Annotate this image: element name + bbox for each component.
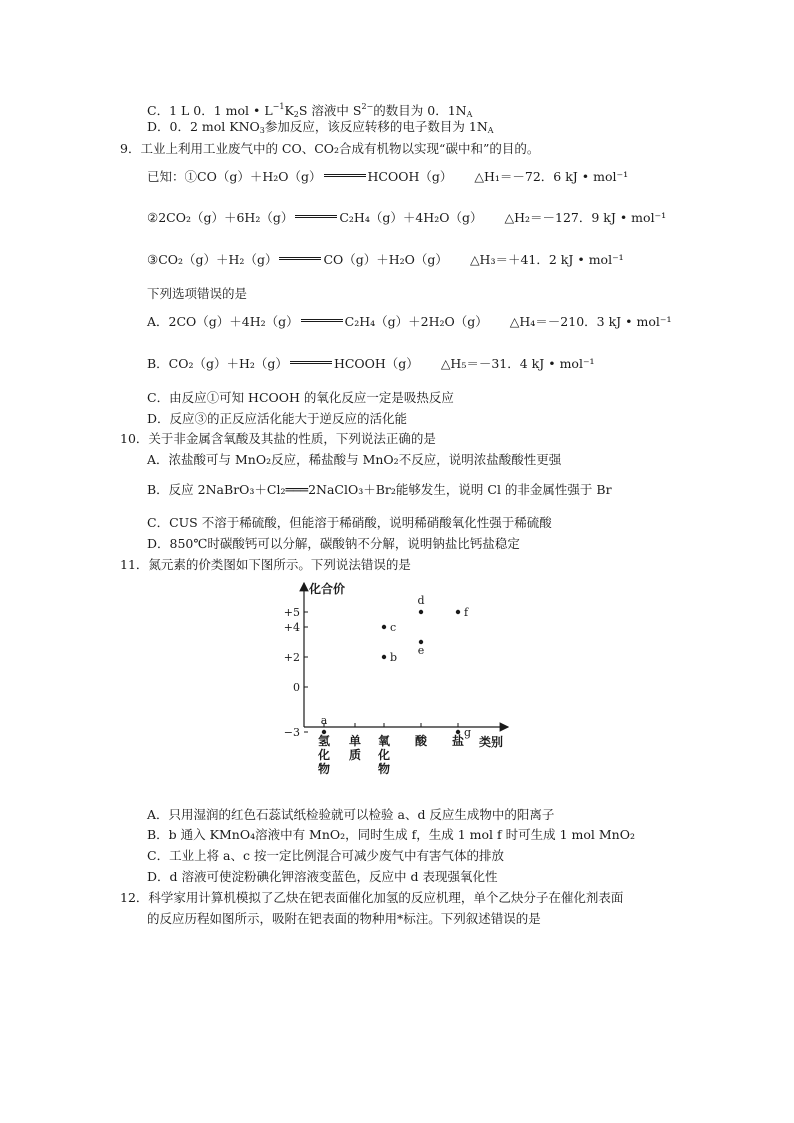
q9-stem: 9．工业上利用工业废气中的 CO、CO₂合成有机物以实现“碳中和”的目的。: [120, 141, 540, 156]
x-tick-label: 酸: [414, 734, 428, 748]
q10-option-b: B．反应 2NaBrO₃＋Cl₂═══2NaClO₃＋Br₂能够发生，说明 Cl 的非金属性强于 Br: [147, 482, 612, 497]
q8-option-d: D．0．2 mol $KNO_3$参加反应，该反应转移的电子数目为 $1N_A$: [147, 119, 494, 135]
x-tick-label: 质: [348, 748, 362, 762]
q10-stem: 10．关于非金属含氧酸及其盐的性质，下列说法正确的是: [120, 431, 436, 446]
point-label-f: f: [464, 606, 469, 619]
q11-option-b: B．b 通入 KMnO₄溶液中有 MnO₂，同时生成 f，生成 1 mol f 时可生成 1 mol MnO₂: [147, 827, 635, 842]
q12-stem-line-1: 12．科学家用计算机模拟了乙炔在钯表面催化加氢的反应机理，单个乙炔分子在催化剂表面: [120, 890, 624, 905]
x-tick-label: 化: [317, 748, 331, 762]
point-g: [456, 730, 460, 734]
point-c: [382, 625, 386, 629]
x-tick-label: 物: [317, 762, 331, 776]
q10-option-d: D．850℃时碳酸钙可以分解，碳酸钠不分解，说明钠盐比钙盐稳定: [147, 536, 520, 551]
x-tick-label: 单: [348, 734, 362, 748]
q9-reaction-3: ③CO₂（g）＋H₂（g） CO（g）＋H₂O（g） △H₃＝＋41．2 kJ • mol⁻¹: [147, 252, 624, 267]
point-b: [382, 655, 386, 659]
point-label-e: e: [417, 644, 425, 657]
x-tick-label: 氧: [377, 734, 391, 748]
point-label-a: a: [320, 714, 328, 727]
point-label-g: g: [464, 726, 472, 739]
q9-option-b: B．CO₂（g）＋H₂（g） HCOOH（g） △H₅＝－31．4 kJ • mol⁻¹: [147, 356, 595, 371]
x-tick-label: 化: [377, 748, 391, 762]
q10-option-c: C．CUS 不溶于稀硫酸，但能溶于稀硝酸，说明稀硝酸氧化性强于稀硫酸: [147, 515, 552, 530]
q9-reaction-2: ②2CO₂（g）＋6H₂（g） C₂H₄（g）＋4H₂O（g） △H₂＝－127．9 kJ • mol⁻¹: [147, 210, 667, 225]
point-label-b: b: [390, 651, 398, 664]
q9-ask: 下列选项错误的是: [147, 286, 248, 301]
q11-option-d: D．d 溶液可使淀粉碘化钾溶液变蓝色，反应中 d 表现强氧化性: [147, 869, 498, 884]
q9-option-a: A．2CO（g）＋4H₂（g） C₂H₄（g）＋2H₂O（g） △H₄＝－210．3 kJ • mol⁻¹: [147, 314, 672, 329]
x-tick-label: 盐: [451, 734, 465, 748]
point-f: [456, 610, 460, 614]
point-label-c: c: [390, 621, 397, 634]
q9-reaction-1: 已知：①CO（g）＋H₂O（g） HCOOH（g） △H₁＝－72．6 kJ • mol⁻¹: [147, 169, 629, 184]
q10-option-a: A．浓盐酸可与 MnO₂反应，稀盐酸与 MnO₂不反应，说明浓盐酸酸性更强: [147, 452, 562, 467]
x-tick-label: 物: [377, 762, 391, 776]
point-a: [322, 730, 326, 734]
q11-stem: 11．氮元素的价类图如下图所示。下列说法错误的是: [120, 557, 411, 572]
q9-option-c: C．由反应①可知 HCOOH 的氧化反应一定是吸热反应: [147, 390, 454, 405]
y-tick-label: −3: [283, 726, 300, 739]
q9-option-d: D．反应③的正反应活化能大于逆反应的活化能: [147, 411, 408, 426]
q11-option-a: A．只用湿润的红色石蕊试纸检验就可以检验 a、d 反应生成物中的阳离子: [147, 807, 555, 822]
x-axis-label: 类别: [479, 735, 504, 749]
y-tick-label: +5: [283, 606, 300, 619]
point-d: [419, 610, 423, 614]
nitrogen-valence-chart: [270, 575, 520, 780]
x-tick-label: 氢: [317, 734, 331, 748]
y-tick-label: +2: [283, 651, 300, 664]
q8-option-c: C．1 L 0．1 mol • $L^{-1}K_2S$ 溶液中 $S^{2-}$的数目为 0．$1N_A$: [147, 102, 473, 119]
point-label-d: d: [417, 594, 425, 607]
y-tick-label: 0: [293, 681, 300, 694]
y-tick-label: +4: [283, 621, 300, 634]
q12-stem-line-2: 的反应历程如图所示，吸附在钯表面的物种用*标注。下列叙述错误的是: [147, 911, 541, 926]
q11-option-c: C．工业上将 a、c 按一定比例混合可减少废气中有害气体的排放: [147, 848, 504, 863]
y-axis-label: 化合价: [309, 582, 346, 596]
